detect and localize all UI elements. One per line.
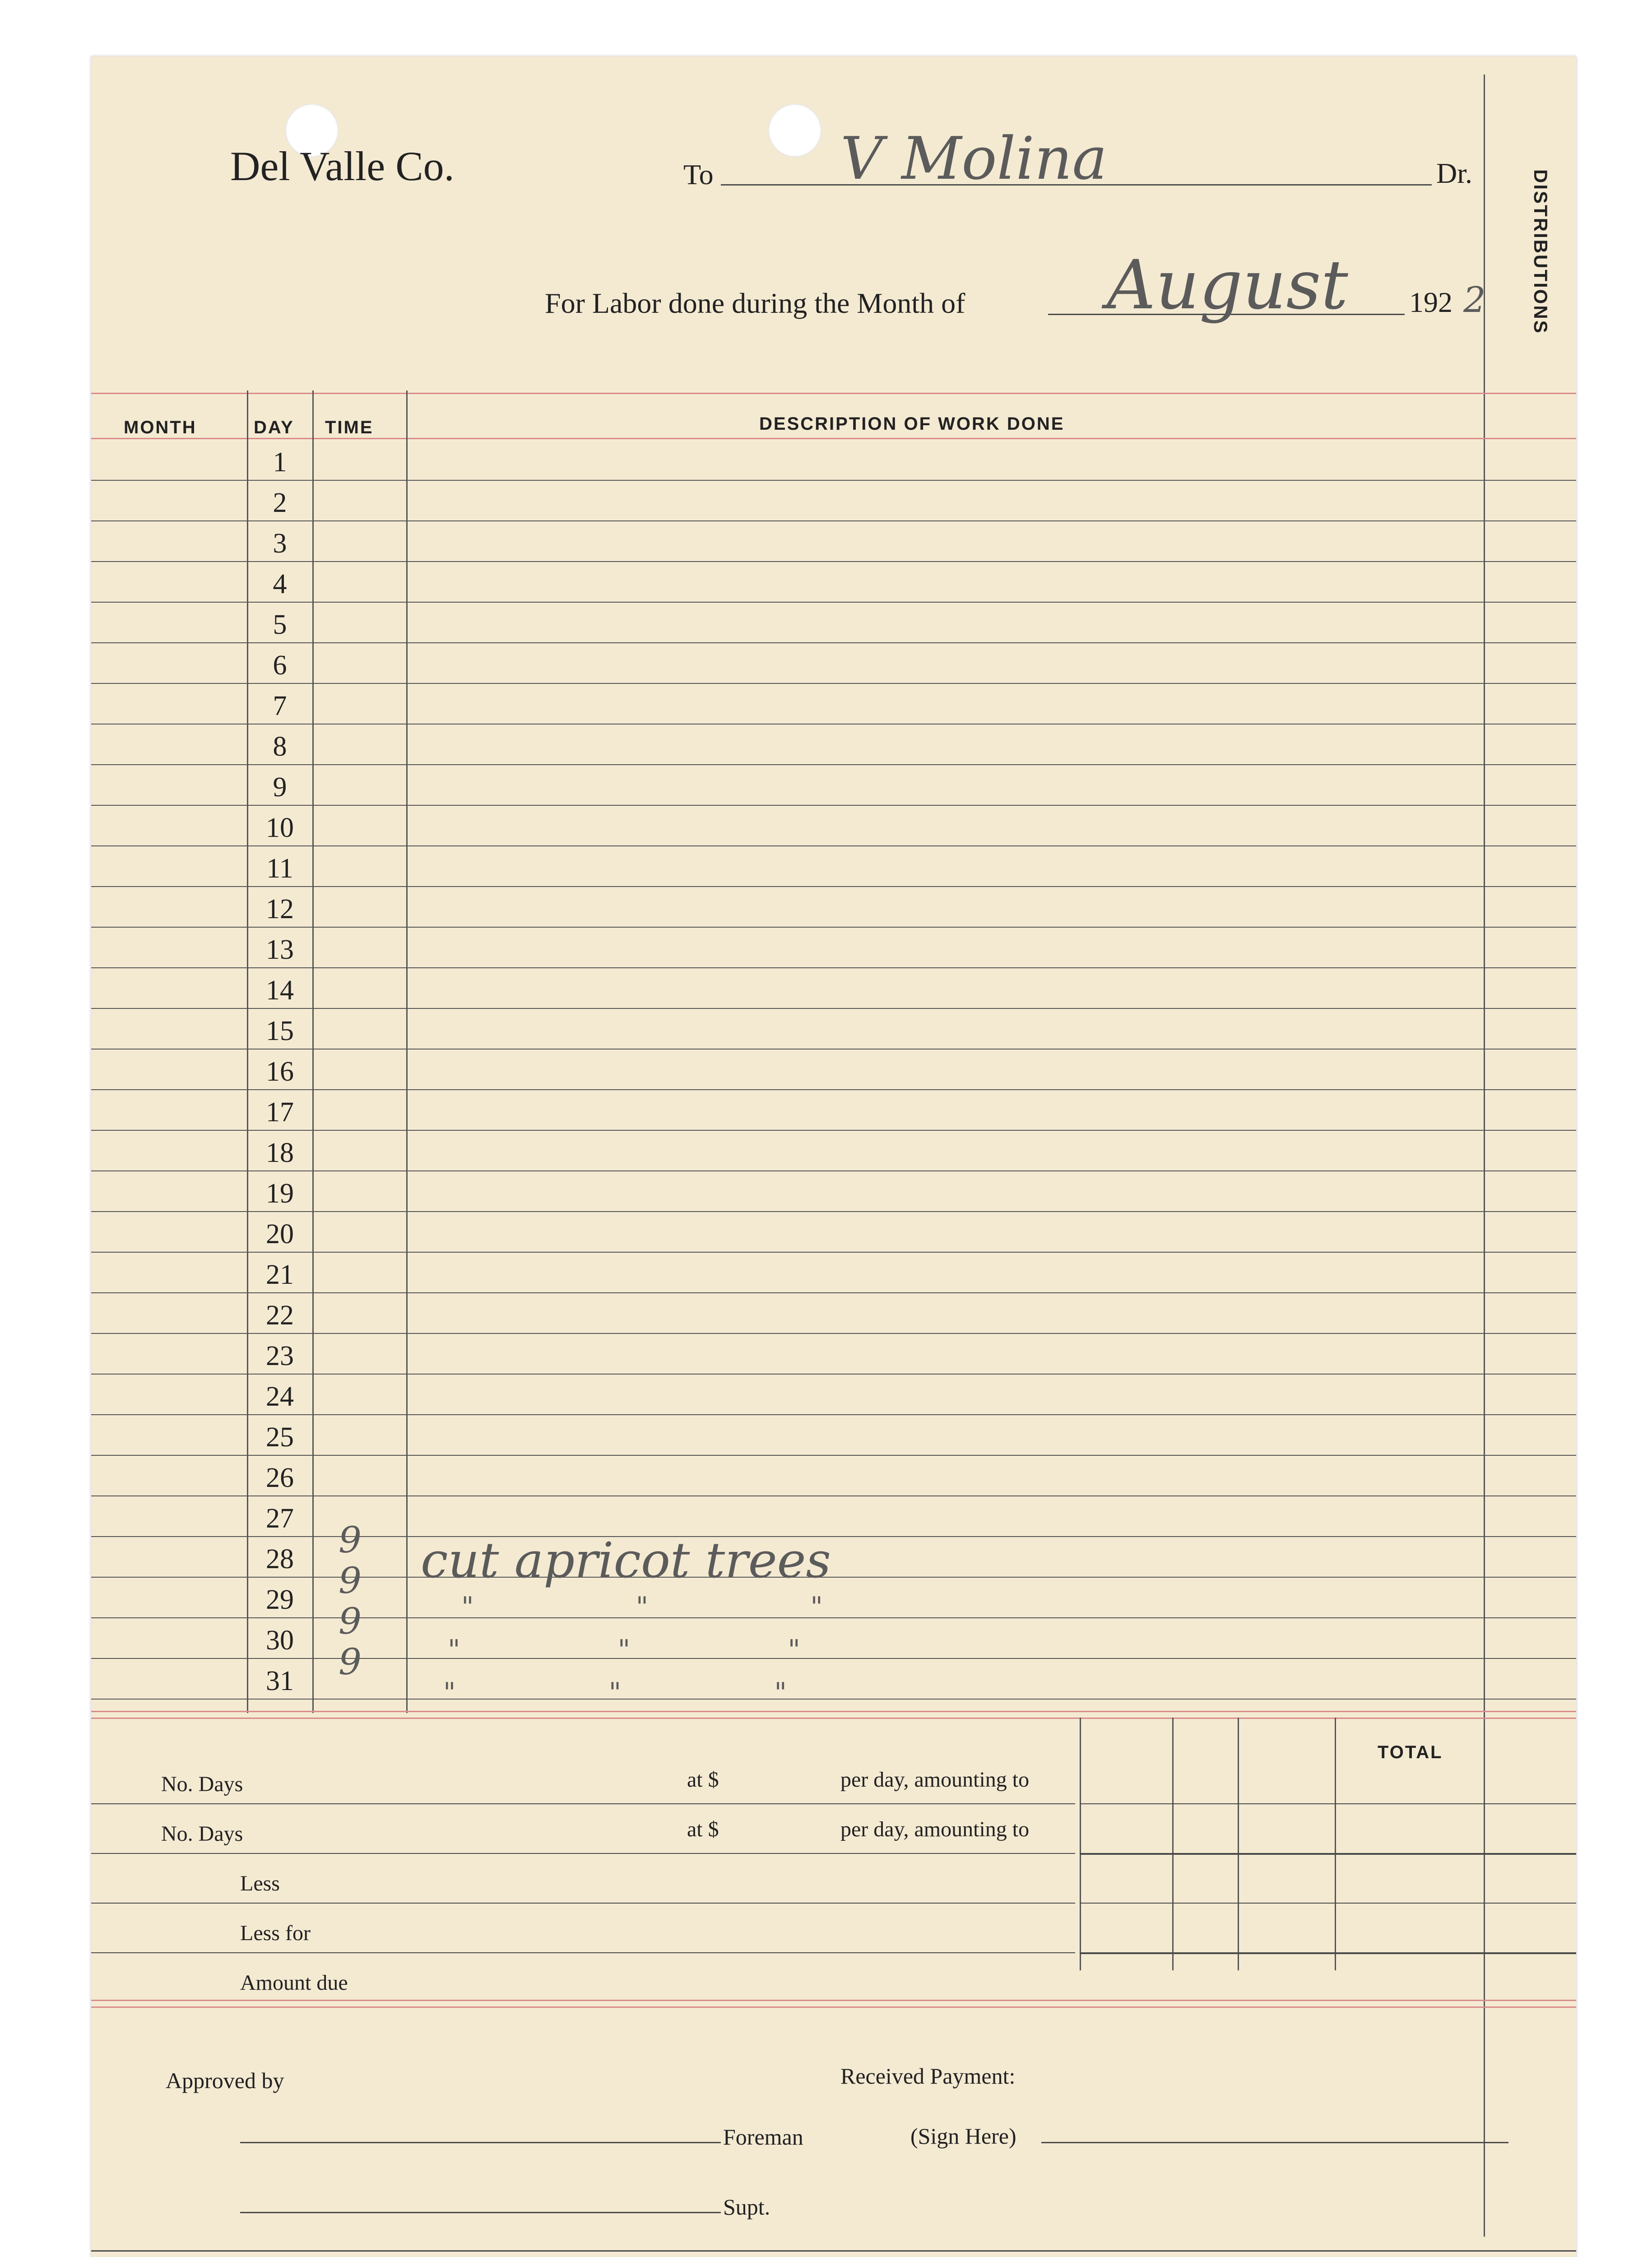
entry-time-29: 9 xyxy=(339,1560,362,1602)
day-number: 6 xyxy=(273,650,287,681)
day-number: 29 xyxy=(266,1584,294,1615)
amount-line-3 xyxy=(1080,1903,1576,1904)
to-name: V Molina xyxy=(840,124,1107,193)
table-row-line xyxy=(91,1455,1576,1456)
day-number: 25 xyxy=(266,1422,294,1453)
at-1: at $ xyxy=(687,1768,719,1792)
entry-description-31: " " " xyxy=(443,1677,787,1709)
table-row-line xyxy=(91,1252,1576,1253)
table-top-red-line xyxy=(91,393,1576,394)
day-number: 1 xyxy=(273,447,287,478)
table-row-line xyxy=(91,1699,1576,1700)
amount-line-1 xyxy=(1080,1803,1576,1804)
company-name: Del Valle Co. xyxy=(230,143,455,189)
day-number: 18 xyxy=(266,1138,294,1168)
day-number: 19 xyxy=(266,1178,294,1209)
amount-col-3 xyxy=(1238,1718,1239,1970)
month-prefix: For Labor done during the Month of xyxy=(545,287,965,319)
at-2: at $ xyxy=(687,1817,719,1841)
less-label: Less xyxy=(240,1872,280,1895)
distribution-divider xyxy=(1484,74,1485,2237)
total-label: TOTAL xyxy=(1378,1742,1443,1762)
table-row-line xyxy=(91,1414,1576,1415)
amount-line-4 xyxy=(1080,1952,1576,1954)
summary-line-1 xyxy=(91,1803,1075,1804)
day-number: 28 xyxy=(266,1544,294,1574)
day-number: 21 xyxy=(266,1259,294,1290)
per-day-2: per day, amounting to xyxy=(840,1817,1030,1841)
col-time: TIME xyxy=(325,418,374,437)
day-number: 26 xyxy=(266,1463,294,1493)
day-number: 11 xyxy=(266,853,293,884)
footer-top-red-line-2 xyxy=(91,2006,1576,2008)
dr-label: Dr. xyxy=(1436,157,1472,189)
payment-signature-line xyxy=(1041,2142,1508,2143)
table-row-line xyxy=(91,845,1576,846)
day-number: 13 xyxy=(266,934,294,965)
no-days-2: No. Days xyxy=(161,1822,243,1846)
amount-line-2 xyxy=(1080,1853,1576,1855)
approved-by-label: Approved by xyxy=(166,2068,284,2093)
entry-description-30: " " " xyxy=(448,1634,800,1666)
table-row-line xyxy=(91,886,1576,887)
table-row-line xyxy=(91,1495,1576,1496)
entry-description-29: " " " xyxy=(461,1591,823,1623)
distributions-label: DISTRIBUTIONS xyxy=(1530,169,1551,334)
day-number: 30 xyxy=(266,1625,294,1656)
day-number: 3 xyxy=(273,528,287,559)
table-row-line xyxy=(91,1333,1576,1334)
day-number: 7 xyxy=(273,691,287,721)
table-row-line xyxy=(91,1536,1576,1537)
day-number: 9 xyxy=(273,772,287,803)
day-number: 4 xyxy=(273,569,287,599)
entry-description-28: cut apricot trees xyxy=(421,1533,831,1589)
table-row-line xyxy=(91,1211,1576,1212)
table-row-line xyxy=(91,642,1576,643)
table-row-line xyxy=(91,520,1576,521)
day-number: 20 xyxy=(266,1219,294,1249)
table-row-line xyxy=(91,1292,1576,1293)
summary-top-red-line xyxy=(91,1711,1576,1712)
time-col-right xyxy=(406,390,408,1713)
footer-bottom-line xyxy=(91,2250,1576,2252)
amount-col-2 xyxy=(1172,1718,1174,1970)
punch-hole-right xyxy=(768,104,821,157)
table-header-red-line xyxy=(91,438,1576,439)
table-row-line xyxy=(91,1089,1576,1090)
col-day: DAY xyxy=(254,418,294,437)
amount-col-4 xyxy=(1335,1718,1336,1970)
day-number: 8 xyxy=(273,731,287,762)
day-number: 2 xyxy=(273,488,287,518)
col-month: MONTH xyxy=(124,418,197,437)
foreman-label: Foreman xyxy=(723,2124,803,2150)
day-number: 15 xyxy=(266,1016,294,1046)
no-days-1: No. Days xyxy=(161,1772,243,1796)
day-number: 17 xyxy=(266,1097,294,1128)
day-number: 23 xyxy=(266,1341,294,1371)
table-row-line xyxy=(91,683,1576,684)
table-row-line xyxy=(91,1617,1576,1618)
footer-top-red-line xyxy=(91,2000,1576,2001)
table-row-line xyxy=(91,805,1576,806)
less-for-label: Less for xyxy=(240,1921,311,1945)
table-row-line xyxy=(91,602,1576,603)
day-number: 31 xyxy=(266,1666,294,1696)
summary-line-4 xyxy=(91,1952,1075,1953)
month-value: August xyxy=(1107,246,1348,325)
entry-time-31: 9 xyxy=(339,1641,362,1683)
summary-top-red-line-2 xyxy=(91,1718,1576,1719)
col-description: DESCRIPTION OF WORK DONE xyxy=(759,414,1065,434)
table-row-line xyxy=(91,1008,1576,1009)
table-row-line xyxy=(91,480,1576,481)
entry-time-30: 9 xyxy=(339,1600,362,1642)
table-row-line xyxy=(91,561,1576,562)
day-number: 22 xyxy=(266,1300,294,1331)
day-number: 5 xyxy=(273,609,287,640)
summary-line-2 xyxy=(91,1853,1075,1854)
to-label: To xyxy=(683,158,714,190)
received-payment-label: Received Payment: xyxy=(840,2063,1016,2089)
day-number: 24 xyxy=(266,1381,294,1412)
year-suffix: 2 xyxy=(1463,280,1486,320)
day-number: 16 xyxy=(266,1056,294,1087)
table-row-line xyxy=(91,967,1576,968)
labor-form-sheet xyxy=(91,56,1576,2257)
table-row-line xyxy=(91,927,1576,928)
table-row-line xyxy=(91,1577,1576,1578)
amount-due-label: Amount due xyxy=(240,1971,348,1995)
day-number: 27 xyxy=(266,1503,294,1534)
day-number: 10 xyxy=(266,813,294,843)
table-row-line xyxy=(91,1130,1576,1131)
entry-time-28: 9 xyxy=(339,1519,362,1561)
per-day-1: per day, amounting to xyxy=(840,1768,1030,1792)
table-row-line xyxy=(91,1049,1576,1050)
table-row-line xyxy=(91,1170,1576,1171)
table-row-line xyxy=(91,764,1576,765)
table-row-line xyxy=(91,1374,1576,1375)
day-number: 12 xyxy=(266,894,294,924)
year-prefix: 192 xyxy=(1409,286,1452,318)
day-col-right xyxy=(312,390,314,1713)
table-row-line xyxy=(91,1658,1576,1659)
foreman-signature-line xyxy=(240,2142,721,2143)
supt-label: Supt. xyxy=(723,2194,770,2220)
sign-here-label: (Sign Here) xyxy=(910,2123,1016,2149)
amount-col-1 xyxy=(1080,1718,1081,1970)
supt-signature-line xyxy=(240,2212,721,2213)
day-number: 14 xyxy=(266,975,294,1006)
summary-line-3 xyxy=(91,1903,1075,1904)
